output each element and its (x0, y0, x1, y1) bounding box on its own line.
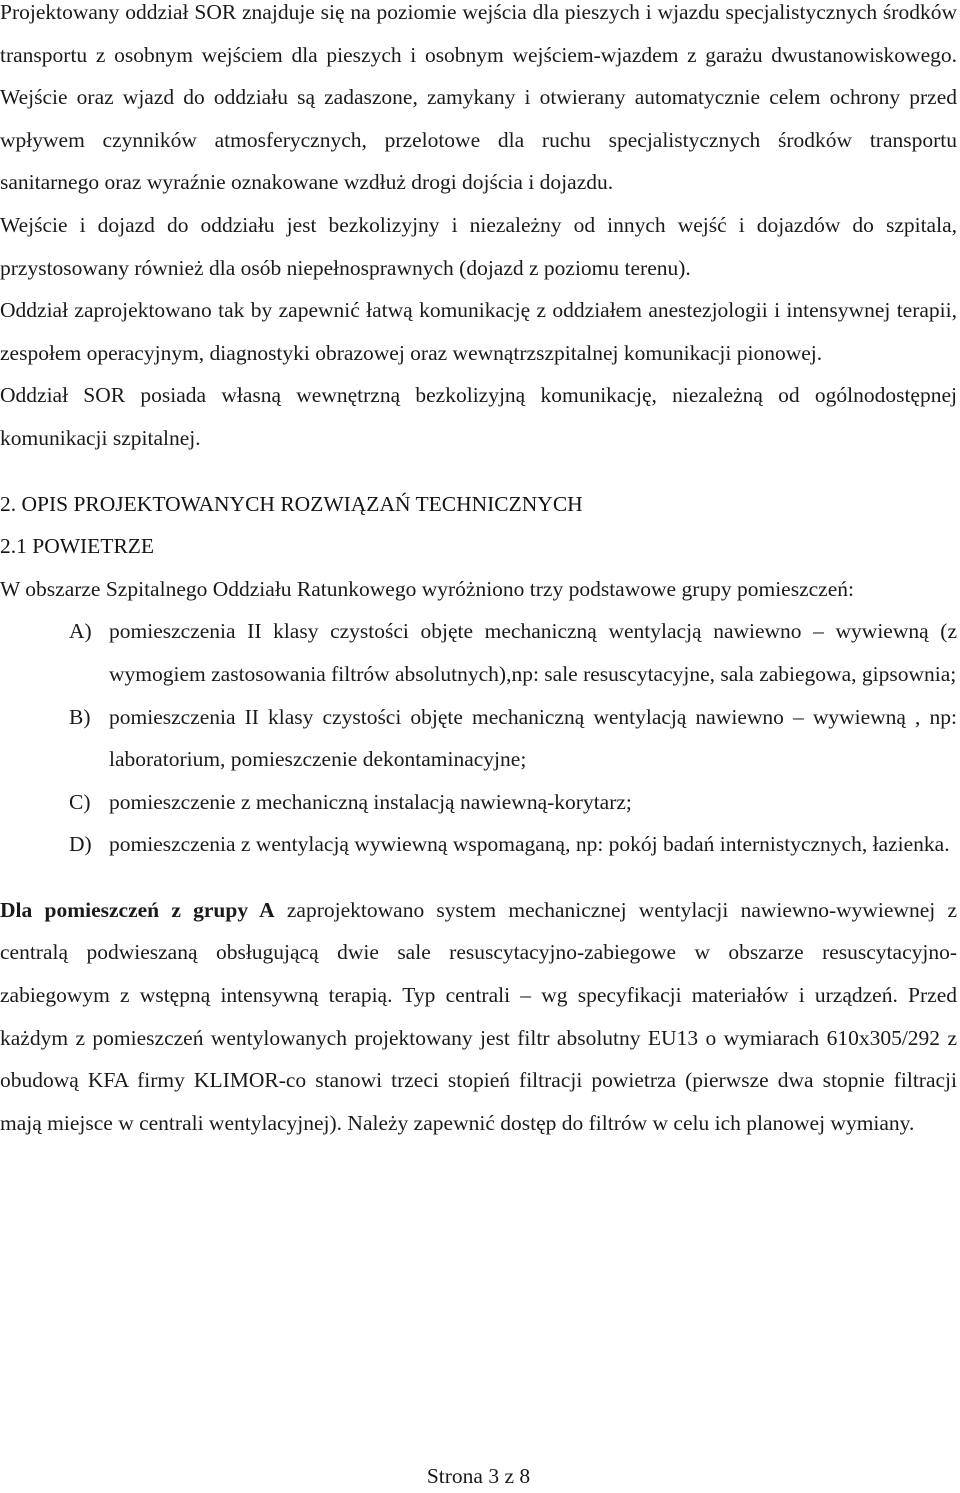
group-a-lead: Dla pomieszczeń z grupy A (0, 897, 275, 922)
list-item-a (69, 610, 957, 695)
list-item-text: pomieszczenia II klasy czystości objęte mechaniczną wentylacją nawiewno – wywiewną , np: laboratorium, pomieszczenie dekontaminacyjne; (109, 704, 957, 772)
subsection-heading: 2.1 POWIETRZE (0, 534, 155, 559)
list-item-text: pomieszczenia z wentylacją wywiewną wspomaganą, np: pokój badań internistycznych, łazienka. (109, 832, 950, 857)
spacer (0, 866, 957, 889)
page-number-footer: Strona 3 z 8 (426, 1464, 531, 1488)
list-marker: D) (69, 832, 92, 857)
room-groups-list (0, 610, 957, 866)
list-marker: C) (69, 789, 91, 814)
group-a-text: zaprojektowano system mechanicznej wentylacji nawiewno-wywiewnej z centralą podwieszaną obsługującą dwie sale resuscytacyjno-zabiegowe w obszarze resuscytacyjno-zabiegowym z wstępną intensywną terapią. Typ centrali – wg specyfikacji materiałów i urządzeń. Przed każdym z pomieszczeń wentylowanych projektowany jest filtr absolutny EU13 o wymiarach 610x305/292 z obudową KFA firmy KLIMOR-co stanowi trzeci stopień filtracji powietrza (pierwsze dwa stopnie filtracji mają miejsce w centrali wentylacyjnej). Należy zapewnić dostęp do filtrów w celu ich planowej wymiany. (0, 897, 957, 1135)
spacer (0, 460, 957, 483)
paragraph-entrance: Projektowany oddział SOR znajduje się na poziomie wejścia dla pieszych i wjazdu specjalistycznych środków transportu z osobnym wejściem dla pieszych i osobnym wejściem-wjazdem z garażu dwustanowiskowego. Wejście oraz wjazd do oddziału są zadaszone, zamykany i otwierany automatycznie celem ochrony przed wpływem czynników atmosferycznych, przelotowe dla ruchu specjalistycznych środków transportu sanitarnego oraz wyraźnie oznakowane wzdłuż drogi dojścia i dojazdu. (0, 0, 957, 195)
paragraph-access: Wejście i dojazd do oddziału jest bezkolizyjny i niezależny od innych wejść i dojazdów do szpitala, przystosowany również dla osób niepełnosprawnych (dojazd z poziomu terenu). (0, 212, 957, 280)
section-heading: 2. OPIS PROJEKTOWANYCH ROZWIĄZAŃ TECHNICZNYCH (0, 491, 583, 516)
list-marker: B) (69, 704, 91, 729)
list-item-b (69, 696, 957, 781)
paragraph-communication: Oddział zaprojektowano tak by zapewnić łatwą komunikację z oddziałem anestezjologii i intensywnej terapii, zespołem operacyjnym, diagnostyki obrazowej oraz wewnątrzszpitalnej komunikacji pionowej. (0, 298, 957, 365)
list-item-d (69, 823, 957, 866)
list-item-c (69, 781, 957, 824)
paragraph-internal-communication: Oddział SOR posiada własną wewnętrzną bezkolizyjną komunikację, niezależną od ogólnodostępnej komunikacji szpitalnej. (0, 383, 957, 450)
list-marker: A) (69, 619, 92, 644)
list-item-text: pomieszczenia II klasy czystości objęte mechaniczną wentylacją nawiewno – wywiewną (z wymogiem zastosowania filtrów absolutnych),np: sale resuscytacyjne, sala zabiegowa, gipsownia; (109, 619, 957, 686)
section-intro: W obszarze Szpitalnego Oddziału Ratunkowego wyróżniono trzy podstawowe grupy pomieszczeń: (0, 576, 854, 601)
paragraph-group-a (0, 889, 957, 1145)
list-item-text: pomieszczenie z mechaniczną instalacją nawiewną-korytarz; (109, 789, 632, 814)
